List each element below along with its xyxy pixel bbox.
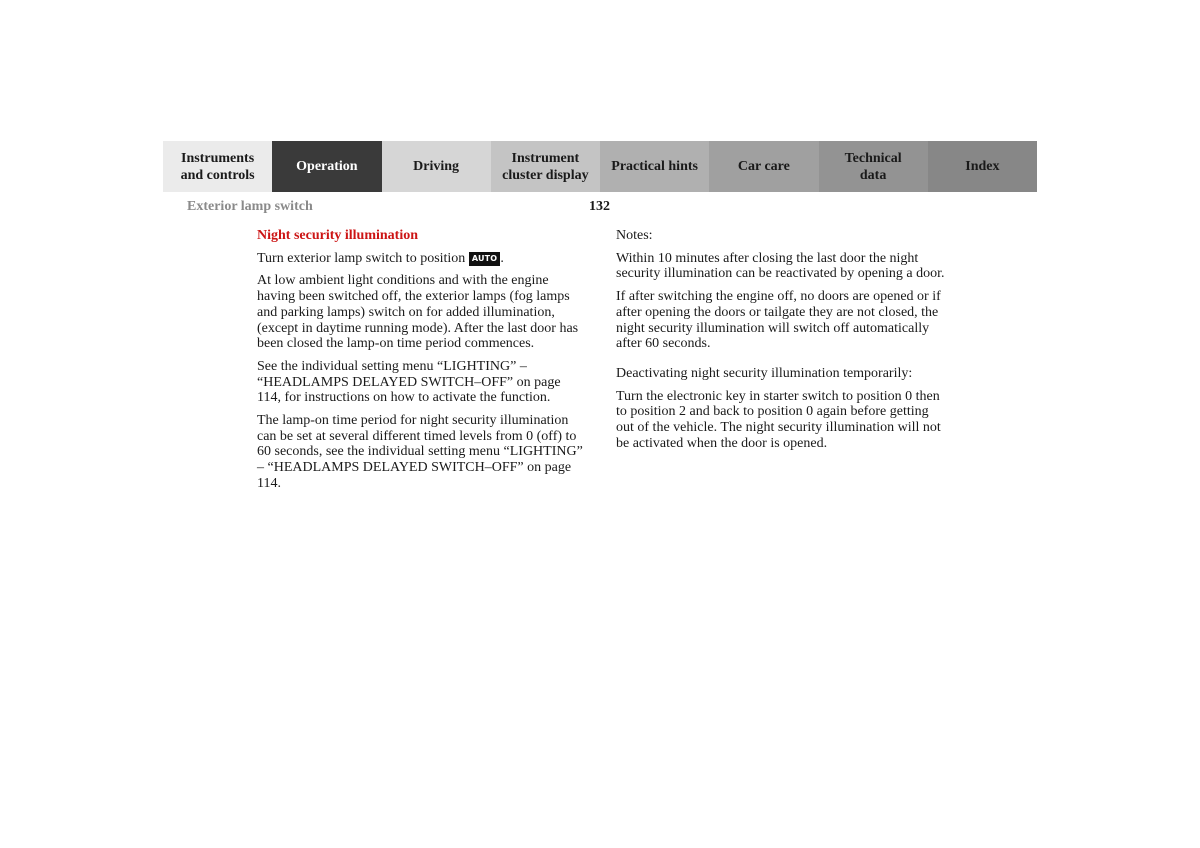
auto-position-icon: AUTO (469, 252, 501, 266)
tab-label: Technical data (844, 150, 902, 183)
deactivate-heading: Deactivating night security illumination temporarily: (616, 365, 913, 381)
tab-operation[interactable] (272, 141, 381, 192)
tab-label: Instruments and controls (180, 150, 255, 183)
body-paragraph: At low ambient light conditions and with the engine having been switched off, the exterior lamps (fog lamps and parking lamps) switch on for added illumination, (except in daytime running mode). After the last door has been closed the lamp-on time period commences. (257, 273, 579, 352)
tab-label: Instrument cluster display (502, 150, 589, 183)
tab-index[interactable] (928, 141, 1037, 192)
tab-label: Car care (737, 159, 790, 174)
notes-label: Notes: (616, 228, 653, 243)
tab-instrument-cluster-display[interactable] (491, 141, 600, 192)
left-column (257, 228, 587, 499)
intro-paragraph (257, 251, 587, 267)
deactivate-paragraph: Turn the electronic key in starter switch to position 0 then to position 2 and back to position 0 again before getting out of the vehicle. The night security illumination will not be activated when the door is opened. (616, 388, 941, 451)
tab-driving[interactable] (382, 141, 491, 192)
tab-label: Index (965, 159, 1000, 174)
tab-practical-hints[interactable] (600, 141, 709, 192)
section-heading: Night security illumination (257, 228, 419, 243)
tab-technical-data[interactable] (819, 141, 928, 192)
intro-text: Turn exterior lamp switch to position (257, 250, 466, 266)
intro-end: . (500, 250, 504, 266)
note-paragraph: Within 10 minutes after closing the last door the night security illumination can be reactivated by opening a door. (616, 250, 945, 282)
tab-label: Driving (413, 159, 460, 174)
chapter-tabs (163, 141, 1037, 192)
tab-instruments-and-controls[interactable] (163, 141, 272, 192)
tab-label: Operation (296, 159, 358, 174)
page-number: 132 (589, 199, 610, 214)
tab-label: Practical hints (611, 159, 698, 174)
section-title: Exterior lamp switch (187, 199, 313, 214)
tab-car-care[interactable] (709, 141, 818, 192)
body-paragraph: The lamp-on time period for night security illumination can be set at several different timed levels from 0 (off) to 60 seconds, see the individual setting menu “LIGHTING” – “HEADLAMPS DELAYED SWITCH–OFF” on page 114. (257, 413, 583, 491)
body-paragraph: See the individual setting menu “LIGHTING” – “HEADLAMPS DELAYED SWITCH–OFF” on page 114, for instructions on how to activate the function. (257, 358, 561, 406)
note-paragraph: If after switching the engine off, no doors are opened or if after opening the doors or tailgate they are not closed, the night security illumination will switch off automatically after 60 seconds. (616, 289, 941, 352)
right-column (616, 228, 946, 458)
